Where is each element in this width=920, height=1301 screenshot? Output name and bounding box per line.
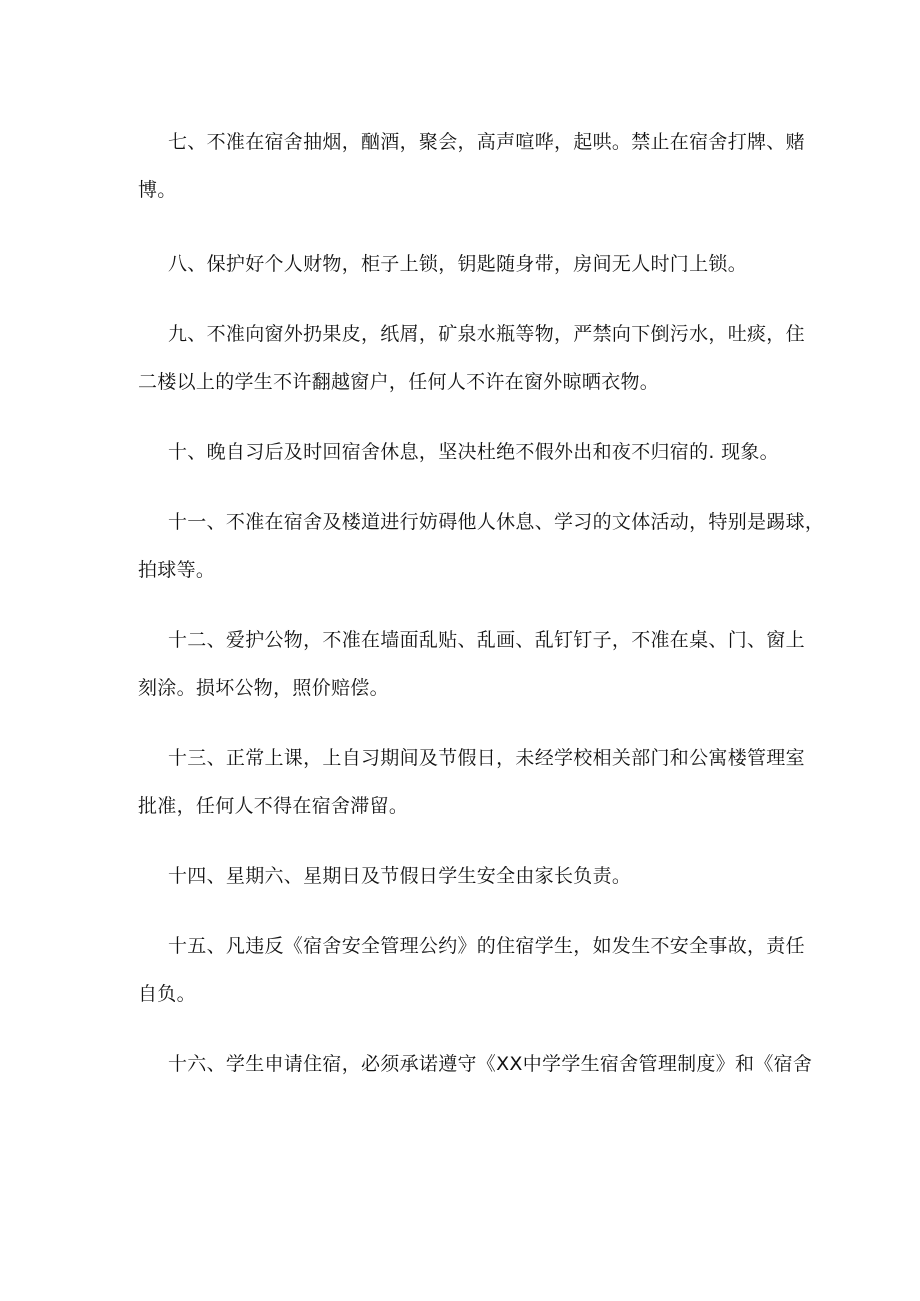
paragraph-9-line-2: 二楼以上的学生不许翻越窗户，任何人不许在窗外晾晒衣物。: [138, 371, 660, 393]
paragraph-8-line-1: 八、保护好个人财物，柜子上锁，钥匙随身带，房间无人时门上锁。: [168, 253, 748, 275]
paragraph-9-line-1: 九、不准向窗外扔果皮，纸屑，矿泉水瓶等物，严禁向下倒污水，吐痰，住: [168, 323, 805, 345]
paragraph-15-line-1: 十五、凡违反《宿舍安全管理公约》的住宿学生，如发生不安全事故，责任: [168, 935, 805, 957]
paragraph-12-line-1: 十二、爱护公物，不准在墙面乱贴、乱画、乱钉钉子，不准在桌、门、窗上: [168, 629, 805, 651]
paragraph-7-line-2: 博。: [138, 179, 177, 201]
paragraph-12-line-2: 刻涂。损坏公物，照价赔偿。: [138, 677, 389, 699]
paragraph-15-line-2: 自负。: [138, 983, 196, 1005]
paragraph-14-line-1: 十四、星期六、星期日及节假日学生安全由家长负责。: [168, 865, 632, 887]
paragraph-16-line-1: 十六、学生申请住宿，必须承诺遵守《XX中学学生宿舍管理制度》和《宿舍: [168, 1053, 813, 1075]
paragraph-11-line-1: 十一、不准在宿舍及楼道进行妨碍他人休息、学习的文体活动，特别是踢球，: [168, 511, 825, 533]
paragraph-13-line-1: 十三、正常上课，上自习期间及节假日，未经学校相关部门和公寓楼管理室: [168, 747, 805, 769]
paragraph-11-line-2: 拍球等。: [138, 559, 216, 581]
paragraph-13-line-2: 批准，任何人不得在宿舍滞留。: [138, 795, 409, 817]
paragraph-10-line-1: 十、晚自习后及时回宿舍休息，坚决杜绝不假外出和夜不归宿的. 现象。: [168, 441, 779, 463]
paragraph-7-line-1: 七、不准在宿舍抽烟，酗酒，聚会，高声喧哗，起哄。禁止在宿舍打牌、赌: [168, 131, 805, 153]
